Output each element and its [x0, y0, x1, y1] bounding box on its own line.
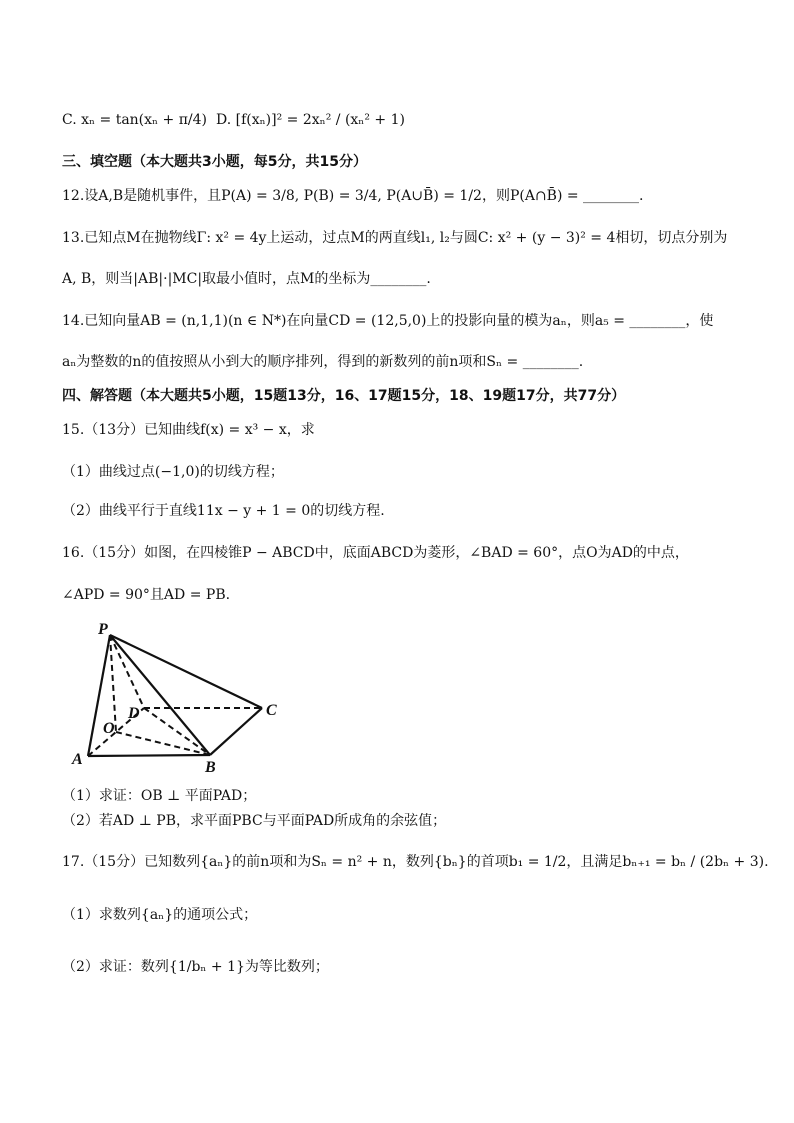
edge-PD: [110, 635, 144, 708]
option-c: C. xₙ = tan(xₙ + π/4): [62, 112, 208, 128]
question-13-line1: 13.已知点M在抛物线Γ: x² = 4y上运动，过点M的两直线l₁, l₂与圆C: x² + (y − 3)² = 4相切，切点分别为: [62, 230, 728, 246]
section-4-title: 四、解答题（本大题共5小题，15题13分，16、17题15分，18、19题17分，共77分）: [62, 388, 626, 404]
question-15-part1: （1）曲线过点(−1,0)的切线方程；: [62, 464, 284, 480]
edge-BC: [210, 708, 262, 755]
label-C: C: [266, 702, 277, 719]
edge-PC: [110, 635, 262, 708]
section-3-title: 三、填空题（本大题共3小题，每5分，共15分）: [62, 154, 367, 170]
question-14-line1: 14.已知向量AB = (n,1,1)(n ∈ N*)在向量CD = (12,5,0)上的投影向量的模为aₙ，则a₅ = ________，使: [62, 313, 714, 329]
question-17-stem: 17.（15分）已知数列{aₙ}的前n项和为Sₙ = n² + n，数列{bₙ}的首项b₁ = 1/2，且满足bₙ₊₁ = bₙ / (2bₙ + 3).: [62, 854, 769, 870]
question-16-line2: ∠APD = 90°且AD = PB.: [62, 587, 231, 603]
question-15-stem: 15.（13分）已知曲线f(x) = x³ − x，求: [62, 422, 315, 438]
label-A: A: [72, 751, 83, 768]
label-D: D: [128, 705, 140, 722]
edge-OB: [116, 732, 210, 755]
question-17-part1: （1）求数列{aₙ}的通项公式；: [62, 907, 258, 923]
edge-PA: [88, 635, 110, 756]
question-14-line2: aₙ为整数的n的值按照从小到大的顺序排列，得到的新数列的前n项和Sₙ = ________.: [62, 354, 584, 370]
label-B: B: [205, 759, 216, 776]
label-O: O: [103, 720, 115, 737]
question-16-part2: （2）若AD ⊥ PB，求平面PBC与平面PAD所成角的余弦值；: [62, 813, 447, 829]
question-15-part2: （2）曲线平行于直线11x − y + 1 = 0的切线方程.: [62, 503, 385, 519]
pyramid-figure: [60, 618, 300, 778]
question-13-line2: A, B，则当|AB|·|MC|取最小值时，点M的坐标为________.: [62, 271, 431, 287]
question-12: 12.设A,B是随机事件，且P(A) = 3/8, P(B) = 3/4, P(A∪B̄) = 1/2，则P(A∩B̄) = ________.: [62, 188, 644, 204]
label-P: P: [98, 621, 108, 638]
question-16-line1: 16.（15分）如图，在四棱锥P − ABCD中，底面ABCD为菱形，∠BAD = 60°，点O为AD的中点，: [62, 545, 689, 561]
option-d: D. [f(xₙ)]² = 2xₙ² / (xₙ² + 1): [216, 112, 405, 128]
question-16-part1: （1）求证：OB ⊥ 平面PAD；: [62, 788, 257, 804]
edge-AB: [88, 755, 210, 756]
edge-PB: [110, 635, 210, 755]
question-17-part2: （2）求证：数列{1/bₙ + 1}为等比数列；: [62, 959, 329, 975]
edge-PO: [110, 635, 116, 732]
